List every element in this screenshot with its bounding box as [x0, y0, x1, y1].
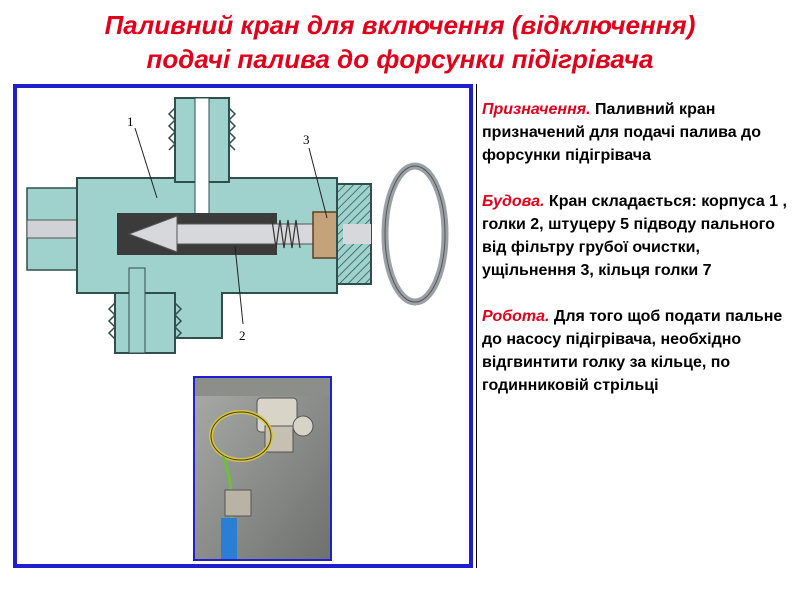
- construction-paragraph: [482, 190, 796, 282]
- construction-label: Будова.: [482, 193, 545, 210]
- construction-text: Кран складається: корпуса 1 , голки 2, штуцеру 5 підводу пального від фільтру грубої очистки, ущільнення 3, кільця голки 7: [482, 193, 787, 279]
- title-line-1: Паливний кран для включення (відключення): [104, 10, 696, 40]
- purpose-paragraph: [482, 98, 796, 167]
- operation-label: Робота.: [482, 308, 550, 325]
- vertical-divider: [476, 84, 477, 568]
- slide-title: [0, 8, 800, 76]
- description-panel: [482, 98, 796, 420]
- purpose-text: Паливний кран призначений для подачі палива до форсунки підігрівача: [482, 101, 761, 164]
- title-line-2: подачі палива до форсунки підігрівача: [146, 44, 654, 74]
- diagram-label-1: 1: [127, 114, 134, 129]
- valve-photo: [193, 376, 332, 561]
- seal: [313, 212, 339, 258]
- operation-paragraph: [482, 305, 796, 397]
- operation-text: Для того щоб подати пальне до насосу підігрівача, необхідно відгвинтити голку за кільце, по годинниковій стрільці: [482, 308, 783, 394]
- illustration-frame: [13, 84, 473, 568]
- union-nut: [337, 184, 371, 284]
- purpose-label: Призначення.: [482, 101, 591, 118]
- diagram-label-2: 2: [239, 328, 246, 343]
- diagram-label-3: 3: [303, 132, 310, 147]
